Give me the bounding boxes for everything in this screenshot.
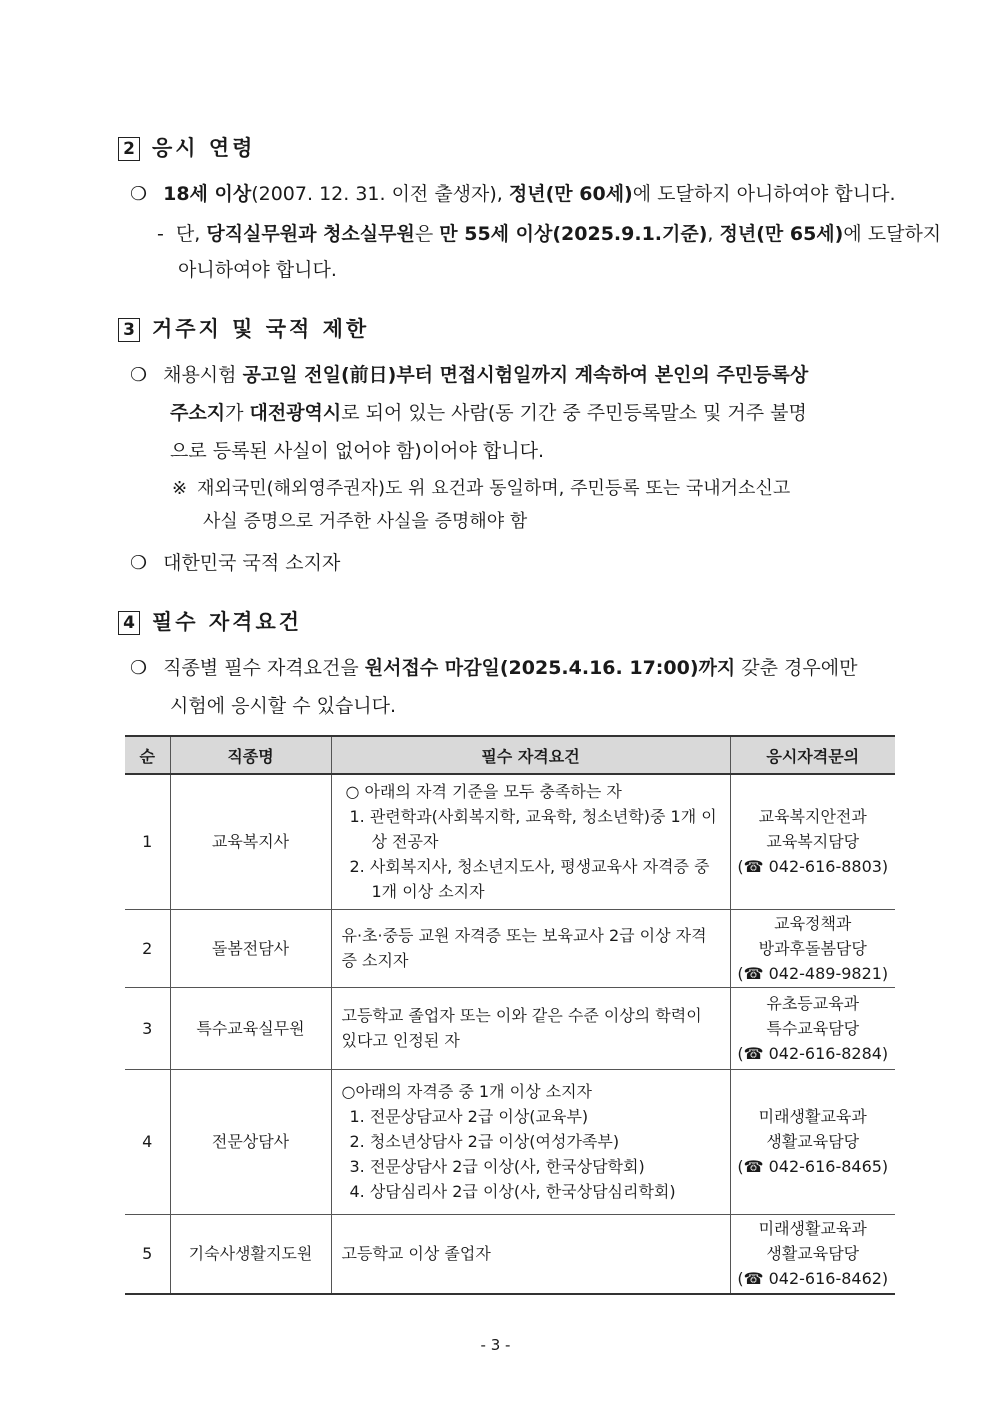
req-line: ○아래의 자격증 중 1개 이상 소지자: [341, 1082, 592, 1101]
row-no: 2: [125, 909, 170, 987]
req-line: 고등학교 이상 졸업자: [341, 1244, 491, 1264]
bullet-icon: ❍: [130, 657, 148, 679]
contact-dept: 유초등교육과: [766, 993, 860, 1013]
req-line: 4. 상담심리사 2급 이상(사, 한국상담심리학회): [349, 1182, 676, 1201]
row-contact: [730, 1069, 895, 1214]
bullet-icon: ❍: [130, 364, 148, 386]
text: 채용시험: [163, 364, 243, 386]
bold-text: 당직실무원과 청소실무원: [206, 223, 415, 245]
table-row: [125, 987, 895, 1069]
sec3-note-1: [172, 478, 790, 500]
req-line: 2. 청소년상담사 2급 이상(여성가족부): [349, 1132, 620, 1151]
bold-text: 대전광역시: [249, 402, 342, 424]
sec3-line-3: 으로 등록된 사실이 없어야 함)이어야 합니다.: [170, 440, 545, 462]
section-3-heading: [118, 313, 369, 343]
section-title: 필수 자격요건: [152, 610, 303, 634]
text: 직종별 필수 자격요건을: [163, 657, 365, 679]
req-line: 1. 전문상담교사 2급 이상(교육부): [349, 1107, 589, 1126]
table-header-row: [125, 736, 895, 774]
row-contact: [730, 1214, 895, 1294]
sec2-line-2: [157, 223, 941, 245]
bold-text: 만 55세 이상(2025.9.1.기준): [439, 223, 708, 245]
row-contact: [730, 909, 895, 987]
text: (2007. 12. 31. 이전 출생자),: [251, 183, 509, 205]
contact-phone: (☎ 042-616-8462): [737, 1269, 889, 1289]
contact-team: 방과후돌봄담당: [758, 938, 867, 958]
text: ,: [707, 223, 720, 245]
section-number-box: 3: [118, 318, 140, 342]
text: 에 도달하지 아니하여야 합니다.: [632, 183, 896, 205]
bullet-icon: ❍: [130, 552, 148, 574]
row-no: 1: [125, 774, 170, 909]
requirements-table: [125, 735, 895, 1295]
page-number: - 3 -: [480, 1336, 511, 1354]
contact-phone: (☎ 042-616-8465): [737, 1157, 889, 1176]
bold-text: 정년(만 65세): [719, 223, 844, 245]
sec3-line-4: [130, 552, 340, 574]
row-no: 5: [125, 1214, 170, 1294]
bold-text: 공고일 전일(前日)부터 면접시험일까지 계속하여 본인의 주민등록상: [242, 364, 809, 386]
text: 가: [225, 402, 250, 424]
contact-team: 생활교육담당: [766, 1244, 860, 1264]
sec3-line-2: [170, 402, 807, 424]
req-line: 1. 관련학과(사회복지학, 교육학, 청소년학)중 1개 이상 전공자: [349, 807, 717, 852]
req-line: ○ 아래의 자격 기준을 모두 충족하는 자: [345, 782, 622, 802]
sec2-line-3: 아니하여야 합니다.: [178, 259, 337, 281]
contact-dept: 미래생활교육과: [758, 1107, 867, 1126]
section-4-heading: [118, 606, 302, 636]
sec4-line-1: [130, 657, 857, 679]
row-requirement: [331, 987, 730, 1069]
contact-team: 특수교육담당: [766, 1018, 860, 1038]
section-2-heading: [118, 132, 255, 162]
section-title: 거주지 및 국적 제한: [152, 317, 370, 341]
contact-phone: (☎ 042-616-8284): [737, 1043, 889, 1063]
req-line: 2. 사회복지사, 청소년지도사, 평생교육사 자격증 중 1개 이상 소지자: [349, 857, 710, 902]
contact-team: 교육복지담당: [766, 832, 860, 852]
row-contact: [730, 987, 895, 1069]
sec3-note-2: 사실 증명으로 거주한 사실을 증명해야 함: [203, 511, 528, 532]
dash: -: [157, 223, 164, 245]
bold-text: 주소지: [170, 402, 226, 424]
table-row: [125, 1069, 895, 1214]
note-mark: ※: [172, 478, 188, 499]
bold-text: 원서접수 마감일(2025.4.16. 17:00)까지: [364, 657, 736, 679]
table-row: [125, 1214, 895, 1294]
row-job: 기숙사생활지도원: [170, 1214, 331, 1294]
section-number-box: 2: [118, 137, 140, 161]
row-job: 교육복지사: [170, 774, 331, 909]
row-job: 돌봄전담사: [170, 909, 331, 987]
text: 재외국민(해외영주권자)도 위 요건과 동일하며, 주민등록 또는 국내거소신고: [197, 478, 791, 499]
table-row: [125, 909, 895, 987]
bullet-icon: ❍: [130, 183, 148, 205]
row-job: 특수교육실무원: [170, 987, 331, 1069]
section-title: 응시 연령: [152, 136, 256, 160]
row-contact: [730, 774, 895, 909]
header-no: 순: [125, 736, 170, 774]
contact-phone: (☎ 042-489-9821): [737, 963, 889, 983]
req-line: 유·초·중등 교원 자격증 또는 보육교사 2급 이상 자격증 소지자: [341, 926, 707, 970]
header-job: 직종명: [170, 736, 331, 774]
header-requirement: 필수 자격요건: [331, 736, 730, 774]
text: 갖춘 경우에만: [735, 657, 858, 679]
section-number-box: 4: [118, 611, 140, 635]
text: 에 도달하지: [843, 223, 942, 245]
contact-team: 생활교육담당: [766, 1132, 860, 1151]
text: 은: [414, 223, 440, 245]
age-min: 18세 이상: [163, 183, 252, 205]
row-requirement: [331, 774, 730, 909]
sec2-line-1: [130, 183, 896, 205]
table-row: [125, 774, 895, 909]
retire-age: 정년(만 60세): [508, 183, 633, 205]
row-requirement: [331, 1214, 730, 1294]
row-requirement: [331, 909, 730, 987]
row-no: 3: [125, 987, 170, 1069]
req-line: 3. 전문상담사 2급 이상(사, 한국상담학회): [349, 1157, 645, 1176]
contact-dept: 교육정책과: [774, 913, 852, 933]
row-job: 전문상담사: [170, 1069, 331, 1214]
row-requirement: [331, 1069, 730, 1214]
sec4-line-2: 시험에 응시할 수 있습니다.: [170, 695, 397, 717]
contact-dept: 미래생활교육과: [758, 1219, 867, 1239]
text: 대한민국 국적 소지자: [163, 552, 341, 574]
sec3-line-1: [130, 364, 808, 386]
req-line: 고등학교 졸업자 또는 이와 같은 수준 이상의 학력이 있다고 인정된 자: [341, 1006, 702, 1050]
text: 로 되어 있는 사람(동 기간 중 주민등록말소 및 거주 불명: [341, 402, 807, 424]
row-no: 4: [125, 1069, 170, 1214]
header-contact: 응시자격문의: [730, 736, 895, 774]
text: 단,: [175, 223, 207, 245]
contact-dept: 교육복지안전과: [758, 807, 867, 827]
contact-phone: (☎ 042-616-8803): [737, 857, 889, 877]
